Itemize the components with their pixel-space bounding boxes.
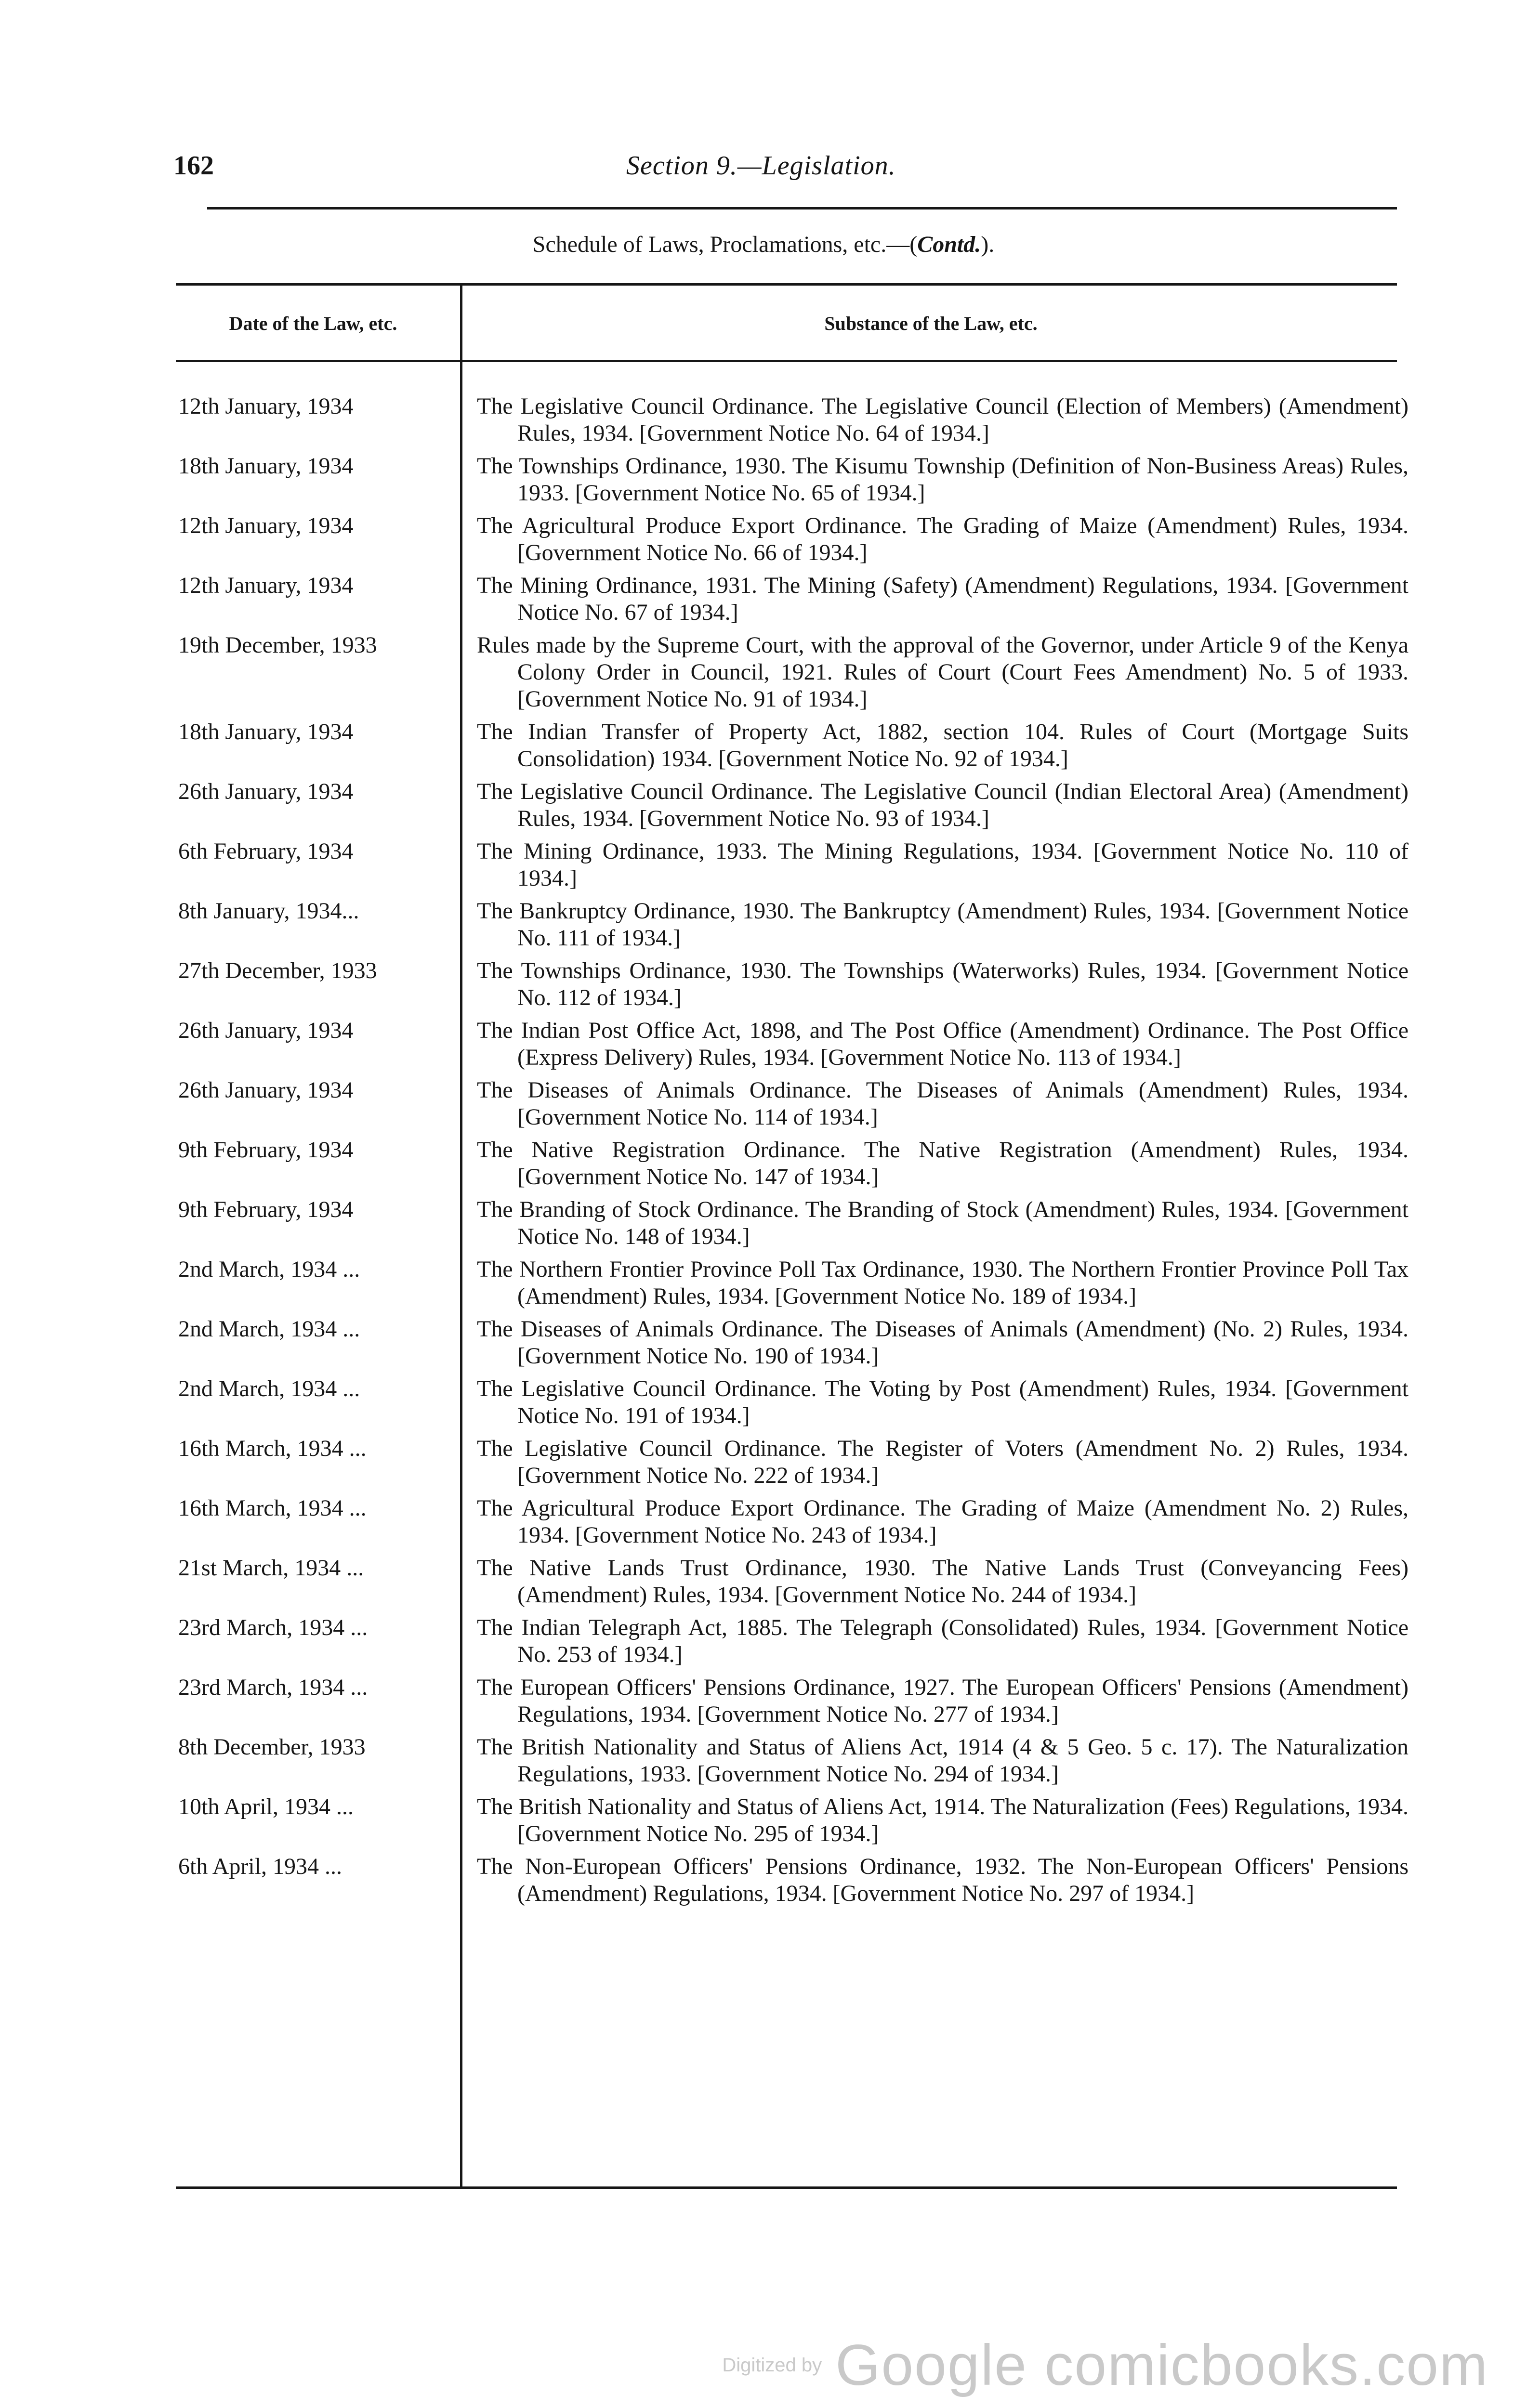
entry-substance: The Legislative Council Ordinance. The Legislative Council (Election of Members) (Amendment) Rules, 1934. [Government Notice No. 64 of 1934.] [477,393,1409,446]
schedule-entry [0,1734,1527,1788]
schedule-entry [0,1256,1527,1310]
entry-date: 6th February, 1934 [178,838,354,864]
column-header-substance: Substance of the Law, etc. [824,313,1038,334]
schedule-entry [0,572,1527,626]
schedule-title-contd: Contd. [917,232,981,257]
schedule-entry [0,1435,1527,1489]
entry-date: 19th December, 1933 [178,632,377,658]
schedule-entries [0,393,1527,1913]
entry-substance: Rules made by the Supreme Court, with the approval of the Governor, under Article 9 of the Kenya Colony Order in Council, 1921. Rules of Court (Court Fees Amendment) No. 5 of 1933. [Government Notice No. 91 of 1934.] [477,632,1409,712]
entry-date: 27th December, 1933 [178,958,377,983]
page-number: 162 [173,151,214,181]
schedule-entry [0,957,1527,1011]
entry-date: 2nd March, 1934 ... [178,1256,360,1282]
schedule-entry [0,632,1527,713]
entry-substance: The British Nationality and Status of Aliens Act, 1914. The Naturalization (Fees) Regulations, 1934. [Government Notice No. 295 of 1934.] [477,1794,1409,1846]
entry-substance: The Bankruptcy Ordinance, 1930. The Bankruptcy (Amendment) Rules, 1934. [Government Notice No. 111 of 1934.] [477,898,1409,951]
entry-substance: The Diseases of Animals Ordinance. The Diseases of Animals (Amendment) (No. 2) Rules, 1934. [Government Notice No. 190 of 1934.] [477,1316,1409,1369]
entry-substance: The Non-European Officers' Pensions Ordinance, 1932. The Non-European Officers' Pensions (Amendment) Regulations, 1934. [Government Notice No. 297 of 1934.] [477,1854,1409,1906]
schedule-entry [0,1375,1527,1429]
schedule-entry [0,1316,1527,1370]
watermark-mark: Google comicbooks.com [835,2333,1488,2397]
entry-date: 10th April, 1934 ... [178,1794,354,1819]
entry-substance: The Native Lands Trust Ordinance, 1930. The Native Lands Trust (Conveyancing Fees) (Amendment) Rules, 1934. [Government Notice No. 244 of 1934.] [477,1555,1409,1608]
schedule-title [0,231,1527,258]
entry-date: 12th January, 1934 [178,573,354,598]
schedule-entry [0,1555,1527,1609]
schedule-entry [0,393,1527,447]
entry-date: 16th March, 1934 ... [178,1436,367,1461]
column-header-date: Date of the Law, etc. [229,313,397,334]
schedule-entry [0,1495,1527,1549]
schedule-entry [0,1017,1527,1071]
entry-date: 2nd March, 1934 ... [178,1376,360,1401]
schedule-entry [0,1196,1527,1250]
entry-date: 9th February, 1934 [178,1137,354,1163]
entry-substance: The Indian Telegraph Act, 1885. The Telegraph (Consolidated) Rules, 1934. [Government Notice No. 253 of 1934.] [477,1615,1409,1667]
entry-substance: The Agricultural Produce Export Ordinance. The Grading of Maize (Amendment) Rules, 1934. [Government Notice No. 66 of 1934.] [477,513,1409,565]
entry-substance: The Mining Ordinance, 1931. The Mining (Safety) (Amendment) Regulations, 1934. [Government Notice No. 67 of 1934.] [477,573,1409,625]
entry-substance: The Native Registration Ordinance. The Native Registration (Amendment) Rules, 1934. [Government Notice No. 147 of 1934.] [477,1137,1409,1190]
entry-date: 26th January, 1934 [178,779,354,804]
entry-date: 9th February, 1934 [178,1197,354,1222]
entry-date: 12th January, 1934 [178,393,354,419]
running-head: Section 9.—Legislation. [626,151,896,181]
schedule-entry [0,1614,1527,1668]
entry-substance: The Legislative Council Ordinance. The Register of Voters (Amendment No. 2) Rules, 1934. [Government Notice No. 222 of 1934.] [477,1436,1409,1488]
schedule-entry [0,1793,1527,1847]
schedule-entry [0,1137,1527,1191]
entry-substance: The British Nationality and Status of Aliens Act, 1914 (4 & 5 Geo. 5 c. 17). The Naturalization Regulations, 1933. [Government Notice No. 294 of 1934.] [477,1734,1409,1787]
entry-substance: The Branding of Stock Ordinance. The Branding of Stock (Amendment) Rules, 1934. [Government Notice No. 148 of 1934.] [477,1197,1409,1249]
entry-substance: The Diseases of Animals Ordinance. The Diseases of Animals (Amendment) Rules, 1934. [Government Notice No. 114 of 1934.] [477,1077,1409,1130]
entry-substance: The Townships Ordinance, 1930. The Townships (Waterworks) Rules, 1934. [Government Notice No. 112 of 1934.] [477,958,1409,1010]
entry-date: 18th January, 1934 [178,453,354,479]
column-header-rule [176,360,1397,362]
watermark-prefix: Digitized by [722,2354,822,2376]
entry-date: 8th December, 1933 [178,1734,366,1760]
schedule-entry [0,1077,1527,1131]
entry-substance: The Northern Frontier Province Poll Tax Ordinance, 1930. The Northern Frontier Province Poll Tax (Amendment) Rules, 1934. [Government Notice No. 189 of 1934.] [477,1256,1409,1309]
entry-date: 2nd March, 1934 ... [178,1316,360,1342]
schedule-title-tail: ). [981,232,995,257]
entry-date: 26th January, 1934 [178,1077,354,1103]
schedule-entry [0,1853,1527,1907]
entry-date: 12th January, 1934 [178,513,354,538]
schedule-entry [0,1674,1527,1728]
table-bottom-rule [176,2186,1397,2189]
entry-substance: The Indian Transfer of Property Act, 1882, section 104. Rules of Court (Mortgage Suits Consolidation) 1934. [Government Notice No. 92 of 1934.] [477,719,1409,772]
entry-date: 8th January, 1934... [178,898,359,924]
entry-substance: The Townships Ordinance, 1930. The Kisumu Township (Definition of Non-Business Areas) Rules, 1933. [Government Notice No. 65 of 1934.] [477,453,1409,506]
schedule-title-lead: Schedule of Laws, Proclamations, etc.—( [532,232,918,257]
schedule-entry [0,898,1527,952]
schedule-entry [0,778,1527,832]
schedule-entry [0,453,1527,507]
entry-date: 16th March, 1934 ... [178,1495,367,1521]
entry-substance: The European Officers' Pensions Ordinance, 1927. The European Officers' Pensions (Amendment) Regulations, 1934. [Government Notice No. 277 of 1934.] [477,1675,1409,1727]
header-rule [207,207,1397,209]
entry-substance: The Indian Post Office Act, 1898, and The Post Office (Amendment) Ordinance. The Post Office (Express Delivery) Rules, 1934. [Government Notice No. 113 of 1934.] [477,1018,1409,1070]
entry-date: 6th April, 1934 ... [178,1854,342,1879]
entry-substance: The Legislative Council Ordinance. The Voting by Post (Amendment) Rules, 1934. [Government Notice No. 191 of 1934.] [477,1376,1409,1428]
entry-date: 26th January, 1934 [178,1018,354,1043]
entry-substance: The Legislative Council Ordinance. The Legislative Council (Indian Electoral Area) (Amendment) Rules, 1934. [Government Notice No. 93 of 1934.] [477,779,1409,831]
table-top-rule [176,283,1397,286]
entry-date: 21st March, 1934 ... [178,1555,364,1581]
schedule-entry [0,838,1527,892]
entry-date: 23rd March, 1934 ... [178,1615,368,1640]
entry-date: 18th January, 1934 [178,719,354,745]
entry-date: 23rd March, 1934 ... [178,1675,368,1700]
entry-substance: The Mining Ordinance, 1933. The Mining Regulations, 1934. [Government Notice No. 110 of 1934.] [477,838,1409,891]
watermark [722,2332,1488,2398]
entry-substance: The Agricultural Produce Export Ordinance. The Grading of Maize (Amendment No. 2) Rules, 1934. [Government Notice No. 243 of 1934.] [477,1495,1409,1548]
schedule-entry [0,719,1527,772]
schedule-entry [0,512,1527,566]
